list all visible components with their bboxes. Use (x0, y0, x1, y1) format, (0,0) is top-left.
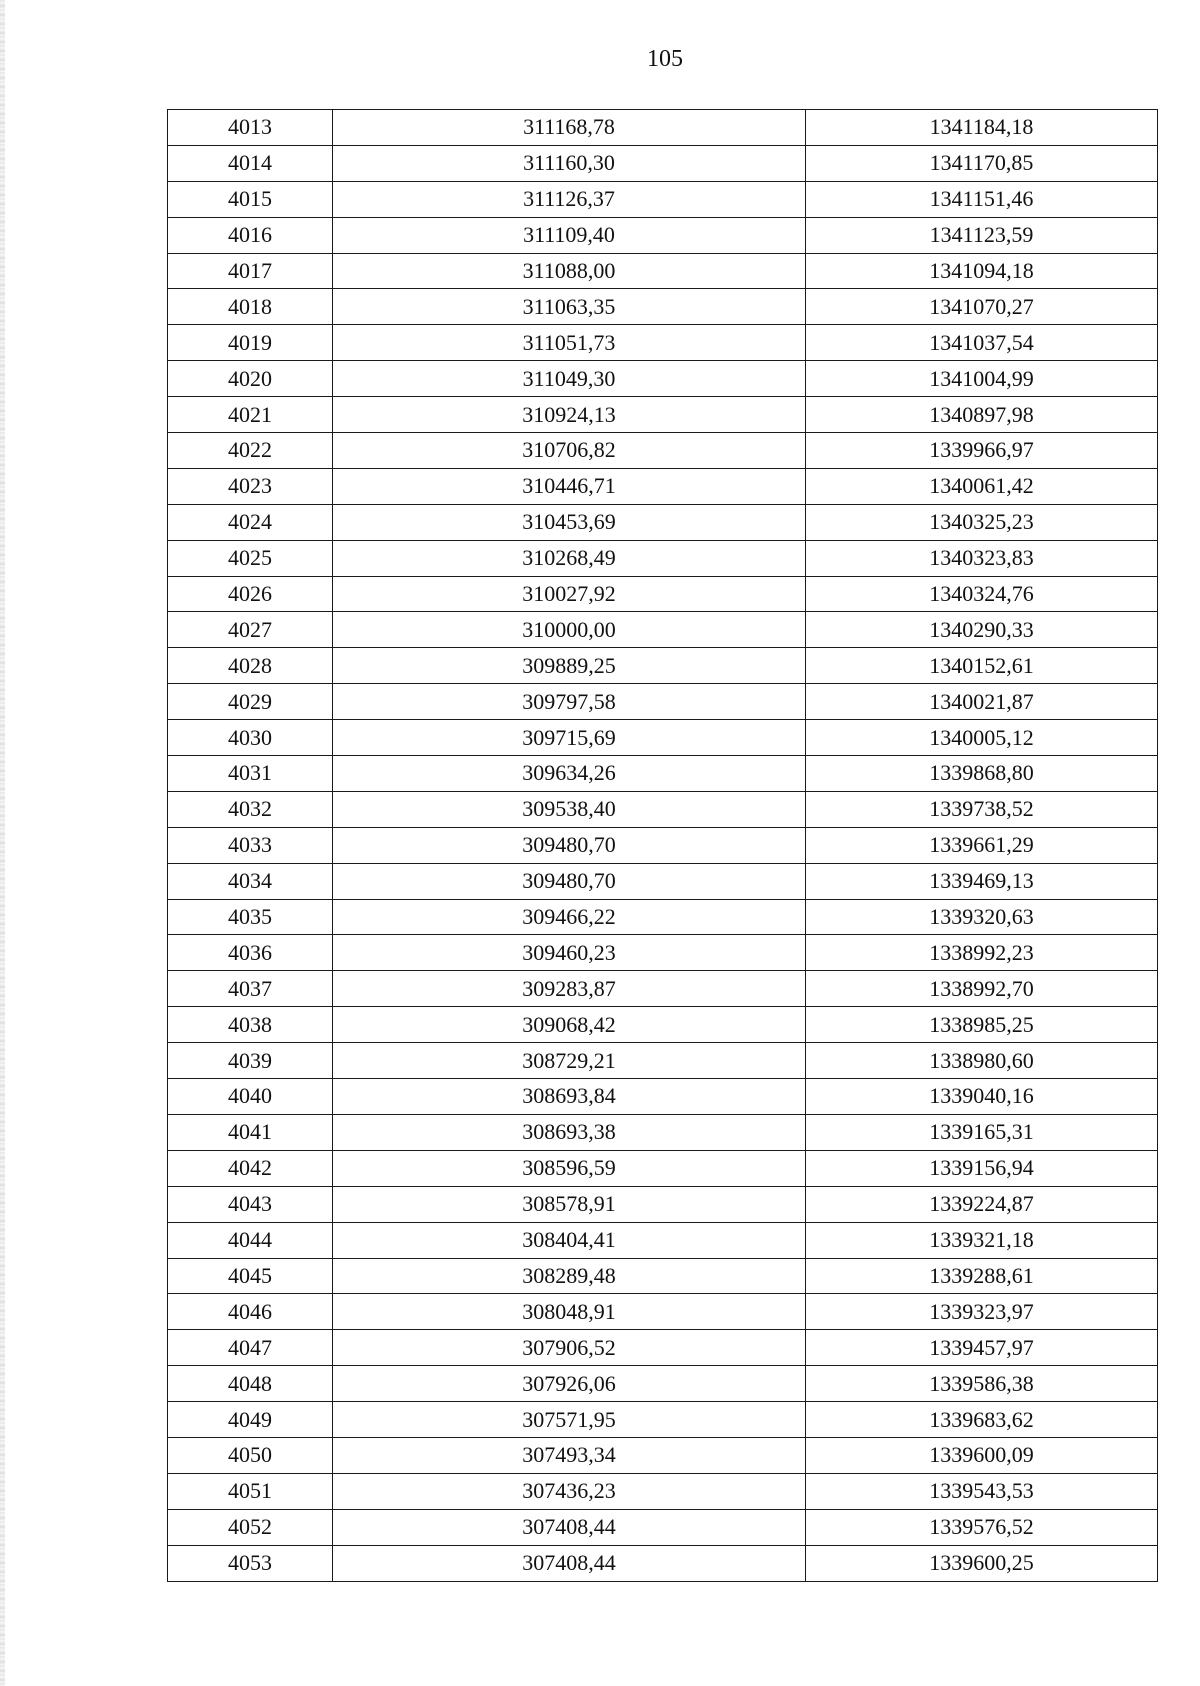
y-coordinate-cell: 1338992,23 (806, 935, 1158, 971)
point-number-cell: 4047 (168, 1330, 333, 1366)
x-coordinate-cell: 310453,69 (333, 504, 806, 540)
table-row (168, 468, 1158, 504)
table-row (168, 433, 1158, 469)
table-row (168, 827, 1158, 863)
x-coordinate-cell: 309715,69 (333, 720, 806, 756)
x-coordinate-cell: 311160,30 (333, 145, 806, 181)
point-number-cell: 4018 (168, 289, 333, 325)
point-number-cell: 4027 (168, 612, 333, 648)
x-coordinate-cell: 307926,06 (333, 1366, 806, 1402)
x-coordinate-cell: 307493,34 (333, 1437, 806, 1473)
x-coordinate-cell: 308289,48 (333, 1258, 806, 1294)
point-number-cell: 4041 (168, 1114, 333, 1150)
y-coordinate-cell: 1339543,53 (806, 1473, 1158, 1509)
x-coordinate-cell: 310268,49 (333, 540, 806, 576)
table-row (168, 648, 1158, 684)
x-coordinate-cell: 309283,87 (333, 971, 806, 1007)
table-row (168, 540, 1158, 576)
table-row (168, 863, 1158, 899)
y-coordinate-cell: 1339469,13 (806, 863, 1158, 899)
x-coordinate-cell: 311051,73 (333, 325, 806, 361)
table-row (168, 253, 1158, 289)
coordinates-table (167, 109, 1158, 1582)
y-coordinate-cell: 1341070,27 (806, 289, 1158, 325)
point-number-cell: 4025 (168, 540, 333, 576)
table-row (168, 1114, 1158, 1150)
point-number-cell: 4046 (168, 1294, 333, 1330)
x-coordinate-cell: 309466,22 (333, 899, 806, 935)
y-coordinate-cell: 1340152,61 (806, 648, 1158, 684)
table-row (168, 110, 1158, 146)
x-coordinate-cell: 308404,41 (333, 1222, 806, 1258)
point-number-cell: 4043 (168, 1186, 333, 1222)
page-number: 105 (647, 46, 683, 72)
y-coordinate-cell: 1340325,23 (806, 504, 1158, 540)
table-row (168, 504, 1158, 540)
point-number-cell: 4024 (168, 504, 333, 540)
y-coordinate-cell: 1340061,42 (806, 468, 1158, 504)
point-number-cell: 4044 (168, 1222, 333, 1258)
table-row (168, 289, 1158, 325)
point-number-cell: 4028 (168, 648, 333, 684)
y-coordinate-cell: 1341037,54 (806, 325, 1158, 361)
x-coordinate-cell: 310924,13 (333, 397, 806, 433)
table-row (168, 1222, 1158, 1258)
y-coordinate-cell: 1339683,62 (806, 1402, 1158, 1438)
table-row (168, 1150, 1158, 1186)
table-row (168, 576, 1158, 612)
y-coordinate-cell: 1339600,25 (806, 1545, 1158, 1581)
table-row (168, 1473, 1158, 1509)
x-coordinate-cell: 311088,00 (333, 253, 806, 289)
x-coordinate-cell: 309480,70 (333, 827, 806, 863)
x-coordinate-cell: 307436,23 (333, 1473, 806, 1509)
y-coordinate-cell: 1339224,87 (806, 1186, 1158, 1222)
y-coordinate-cell: 1339600,09 (806, 1437, 1158, 1473)
x-coordinate-cell: 309480,70 (333, 863, 806, 899)
y-coordinate-cell: 1339457,97 (806, 1330, 1158, 1366)
point-number-cell: 4029 (168, 684, 333, 720)
x-coordinate-cell: 311126,37 (333, 181, 806, 217)
point-number-cell: 4023 (168, 468, 333, 504)
point-number-cell: 4040 (168, 1079, 333, 1115)
table-row (168, 145, 1158, 181)
table-row (168, 971, 1158, 1007)
y-coordinate-cell: 1341151,46 (806, 181, 1158, 217)
point-number-cell: 4052 (168, 1509, 333, 1545)
y-coordinate-cell: 1339868,80 (806, 756, 1158, 792)
table-row (168, 1402, 1158, 1438)
x-coordinate-cell: 307571,95 (333, 1402, 806, 1438)
y-coordinate-cell: 1339040,16 (806, 1079, 1158, 1115)
point-number-cell: 4019 (168, 325, 333, 361)
table-row (168, 1437, 1158, 1473)
x-coordinate-cell: 310027,92 (333, 576, 806, 612)
y-coordinate-cell: 1341170,85 (806, 145, 1158, 181)
y-coordinate-cell: 1339156,94 (806, 1150, 1158, 1186)
table-row (168, 361, 1158, 397)
table-row (168, 612, 1158, 648)
point-number-cell: 4030 (168, 720, 333, 756)
point-number-cell: 4035 (168, 899, 333, 935)
y-coordinate-cell: 1341094,18 (806, 253, 1158, 289)
point-number-cell: 4050 (168, 1437, 333, 1473)
point-number-cell: 4032 (168, 791, 333, 827)
y-coordinate-cell: 1341184,18 (806, 110, 1158, 146)
point-number-cell: 4026 (168, 576, 333, 612)
y-coordinate-cell: 1338980,60 (806, 1043, 1158, 1079)
y-coordinate-cell: 1339320,63 (806, 899, 1158, 935)
x-coordinate-cell: 311049,30 (333, 361, 806, 397)
y-coordinate-cell: 1341123,59 (806, 217, 1158, 253)
point-number-cell: 4031 (168, 756, 333, 792)
y-coordinate-cell: 1339661,29 (806, 827, 1158, 863)
point-number-cell: 4021 (168, 397, 333, 433)
table-row (168, 791, 1158, 827)
point-number-cell: 4033 (168, 827, 333, 863)
point-number-cell: 4038 (168, 1007, 333, 1043)
point-number-cell: 4045 (168, 1258, 333, 1294)
point-number-cell: 4048 (168, 1366, 333, 1402)
y-coordinate-cell: 1340324,76 (806, 576, 1158, 612)
x-coordinate-cell: 311109,40 (333, 217, 806, 253)
x-coordinate-cell: 308048,91 (333, 1294, 806, 1330)
point-number-cell: 4049 (168, 1402, 333, 1438)
x-coordinate-cell: 307906,52 (333, 1330, 806, 1366)
y-coordinate-cell: 1338992,70 (806, 971, 1158, 1007)
x-coordinate-cell: 308578,91 (333, 1186, 806, 1222)
table-row (168, 1366, 1158, 1402)
y-coordinate-cell: 1340021,87 (806, 684, 1158, 720)
coordinates-table-body (168, 110, 1158, 1582)
point-number-cell: 4017 (168, 253, 333, 289)
table-row (168, 1545, 1158, 1581)
y-coordinate-cell: 1341004,99 (806, 361, 1158, 397)
x-coordinate-cell: 309460,23 (333, 935, 806, 971)
x-coordinate-cell: 310000,00 (333, 612, 806, 648)
y-coordinate-cell: 1339966,97 (806, 433, 1158, 469)
point-number-cell: 4053 (168, 1545, 333, 1581)
x-coordinate-cell: 308596,59 (333, 1150, 806, 1186)
table-row (168, 756, 1158, 792)
x-coordinate-cell: 309797,58 (333, 684, 806, 720)
x-coordinate-cell: 310706,82 (333, 433, 806, 469)
table-row (168, 1186, 1158, 1222)
point-number-cell: 4037 (168, 971, 333, 1007)
point-number-cell: 4020 (168, 361, 333, 397)
x-coordinate-cell: 308693,84 (333, 1079, 806, 1115)
point-number-cell: 4034 (168, 863, 333, 899)
y-coordinate-cell: 1340290,33 (806, 612, 1158, 648)
table-row (168, 1258, 1158, 1294)
x-coordinate-cell: 308729,21 (333, 1043, 806, 1079)
table-row (168, 397, 1158, 433)
table-row (168, 1330, 1158, 1366)
table-row (168, 1043, 1158, 1079)
x-coordinate-cell: 307408,44 (333, 1509, 806, 1545)
point-number-cell: 4014 (168, 145, 333, 181)
table-row (168, 1079, 1158, 1115)
table-row (168, 720, 1158, 756)
y-coordinate-cell: 1339586,38 (806, 1366, 1158, 1402)
x-coordinate-cell: 309634,26 (333, 756, 806, 792)
x-coordinate-cell: 308693,38 (333, 1114, 806, 1150)
table-row (168, 935, 1158, 971)
point-number-cell: 4022 (168, 433, 333, 469)
y-coordinate-cell: 1339288,61 (806, 1258, 1158, 1294)
y-coordinate-cell: 1340323,83 (806, 540, 1158, 576)
x-coordinate-cell: 307408,44 (333, 1545, 806, 1581)
y-coordinate-cell: 1339321,18 (806, 1222, 1158, 1258)
table-row (168, 1007, 1158, 1043)
y-coordinate-cell: 1339323,97 (806, 1294, 1158, 1330)
table-row (168, 684, 1158, 720)
x-coordinate-cell: 309068,42 (333, 1007, 806, 1043)
table-row (168, 1294, 1158, 1330)
y-coordinate-cell: 1340005,12 (806, 720, 1158, 756)
point-number-cell: 4042 (168, 1150, 333, 1186)
y-coordinate-cell: 1339165,31 (806, 1114, 1158, 1150)
x-coordinate-cell: 311168,78 (333, 110, 806, 146)
point-number-cell: 4016 (168, 217, 333, 253)
point-number-cell: 4051 (168, 1473, 333, 1509)
point-number-cell: 4039 (168, 1043, 333, 1079)
table-row (168, 899, 1158, 935)
table-row (168, 325, 1158, 361)
point-number-cell: 4036 (168, 935, 333, 971)
table-row (168, 217, 1158, 253)
x-coordinate-cell: 309538,40 (333, 791, 806, 827)
point-number-cell: 4015 (168, 181, 333, 217)
table-row (168, 1509, 1158, 1545)
point-number-cell: 4013 (168, 110, 333, 146)
scan-edge-artifact (0, 0, 5, 1686)
x-coordinate-cell: 311063,35 (333, 289, 806, 325)
y-coordinate-cell: 1339738,52 (806, 791, 1158, 827)
y-coordinate-cell: 1340897,98 (806, 397, 1158, 433)
y-coordinate-cell: 1338985,25 (806, 1007, 1158, 1043)
table-row (168, 181, 1158, 217)
y-coordinate-cell: 1339576,52 (806, 1509, 1158, 1545)
x-coordinate-cell: 310446,71 (333, 468, 806, 504)
x-coordinate-cell: 309889,25 (333, 648, 806, 684)
